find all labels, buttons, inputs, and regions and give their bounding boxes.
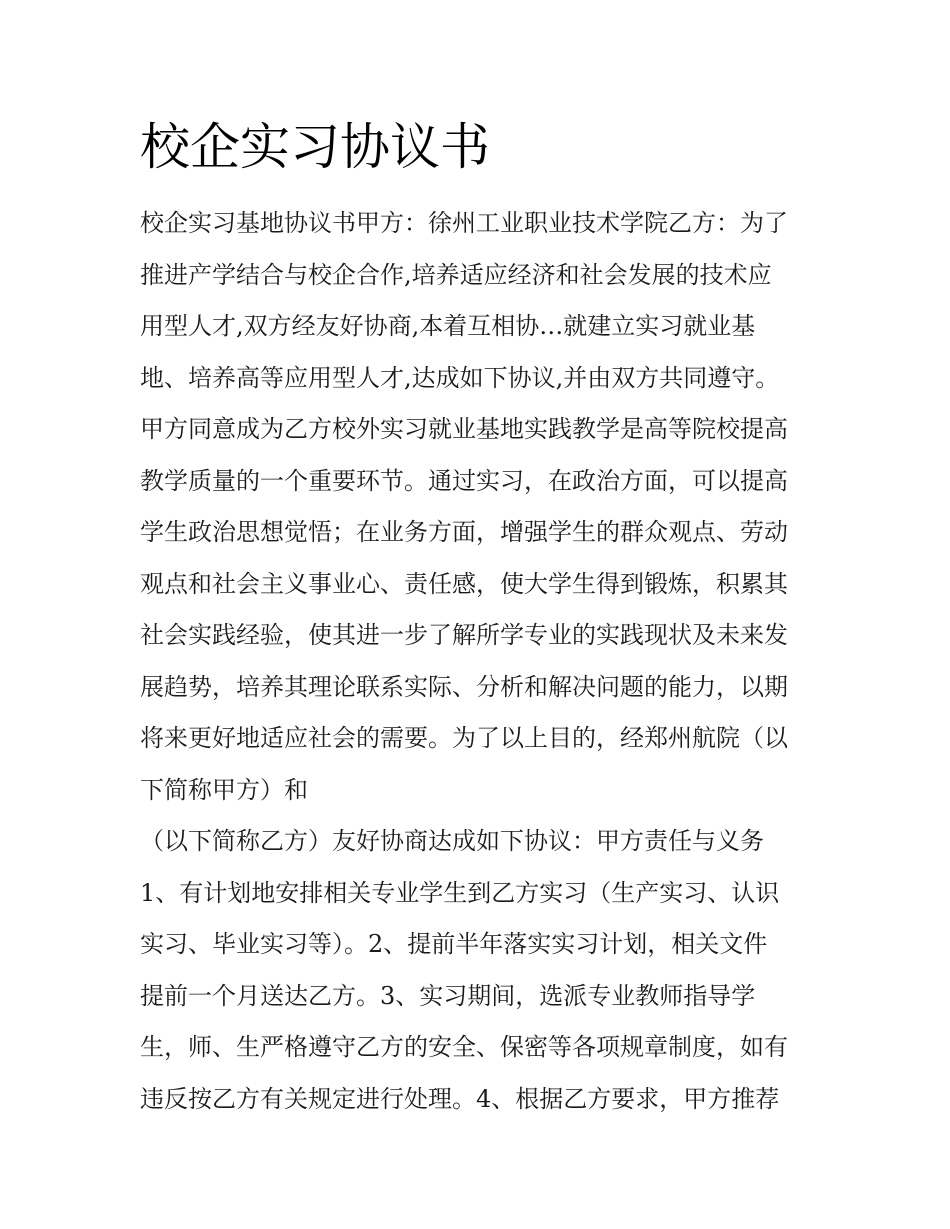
body-line: 甲方同意成为乙方校外实习就业基地实践教学是高等院校提高 — [140, 415, 788, 443]
body-line: 展趋势，培养其理论联系实际、分析和解决问题的能力，以期 — [140, 672, 788, 701]
body-line: （以下简称乙方）友好协商达成如下协议：甲方责任与义务 — [140, 827, 764, 855]
body-line: 将来更好地适应社会的需要。为了以上目的，经郑州航院（以 — [140, 724, 788, 752]
body-line: 学生政治思想觉悟；在业务方面，增强学生的群众观点、劳动 — [140, 518, 788, 546]
body-line: 用型人才,双方经友好协商,本着互相协…就建立实习就业基 — [140, 312, 756, 340]
body-line: 社会实践经验，使其进一步了解所学专业的实践现状及未来发 — [140, 621, 788, 649]
body-line: 观点和社会主义事业心、责任感，使大学生得到锻炼，积累其 — [140, 569, 788, 598]
body-line: 提前一个月送达乙方。3、实习期间，选派专业教师指导学 — [140, 981, 756, 1010]
body-line: 1、有计划地安排相关专业学生到乙方实习（生产实习、认识 — [140, 878, 780, 907]
body-line: 违反按乙方有关规定进行处理。4、根据乙方要求，甲方推荐 — [140, 1084, 780, 1113]
document-title: 校企实习协议书 — [140, 118, 490, 176]
body-line: 实习、毕业实习等）。2、提前半年落实实习计划，相关文件 — [140, 930, 768, 958]
body-line: 生，师、生严格遵守乙方的安全、保密等各项规章制度，如有 — [140, 1033, 788, 1061]
body-line: 推进产学结合与校企合作,培养适应经济和社会发展的技术应 — [140, 260, 772, 289]
document-body — [140, 198, 820, 1125]
body-line: 地、培养高等应用型人才,达成如下协议,并由双方共同遵守。 — [140, 363, 780, 392]
body-line: 下简称甲方）和 — [140, 775, 308, 804]
body-line: 校企实习基地协议书甲方：徐州工业职业技术学院乙方：为了 — [140, 209, 788, 237]
body-line: 教学质量的一个重要环节。通过实习，在政治方面，可以提高 — [140, 466, 788, 495]
